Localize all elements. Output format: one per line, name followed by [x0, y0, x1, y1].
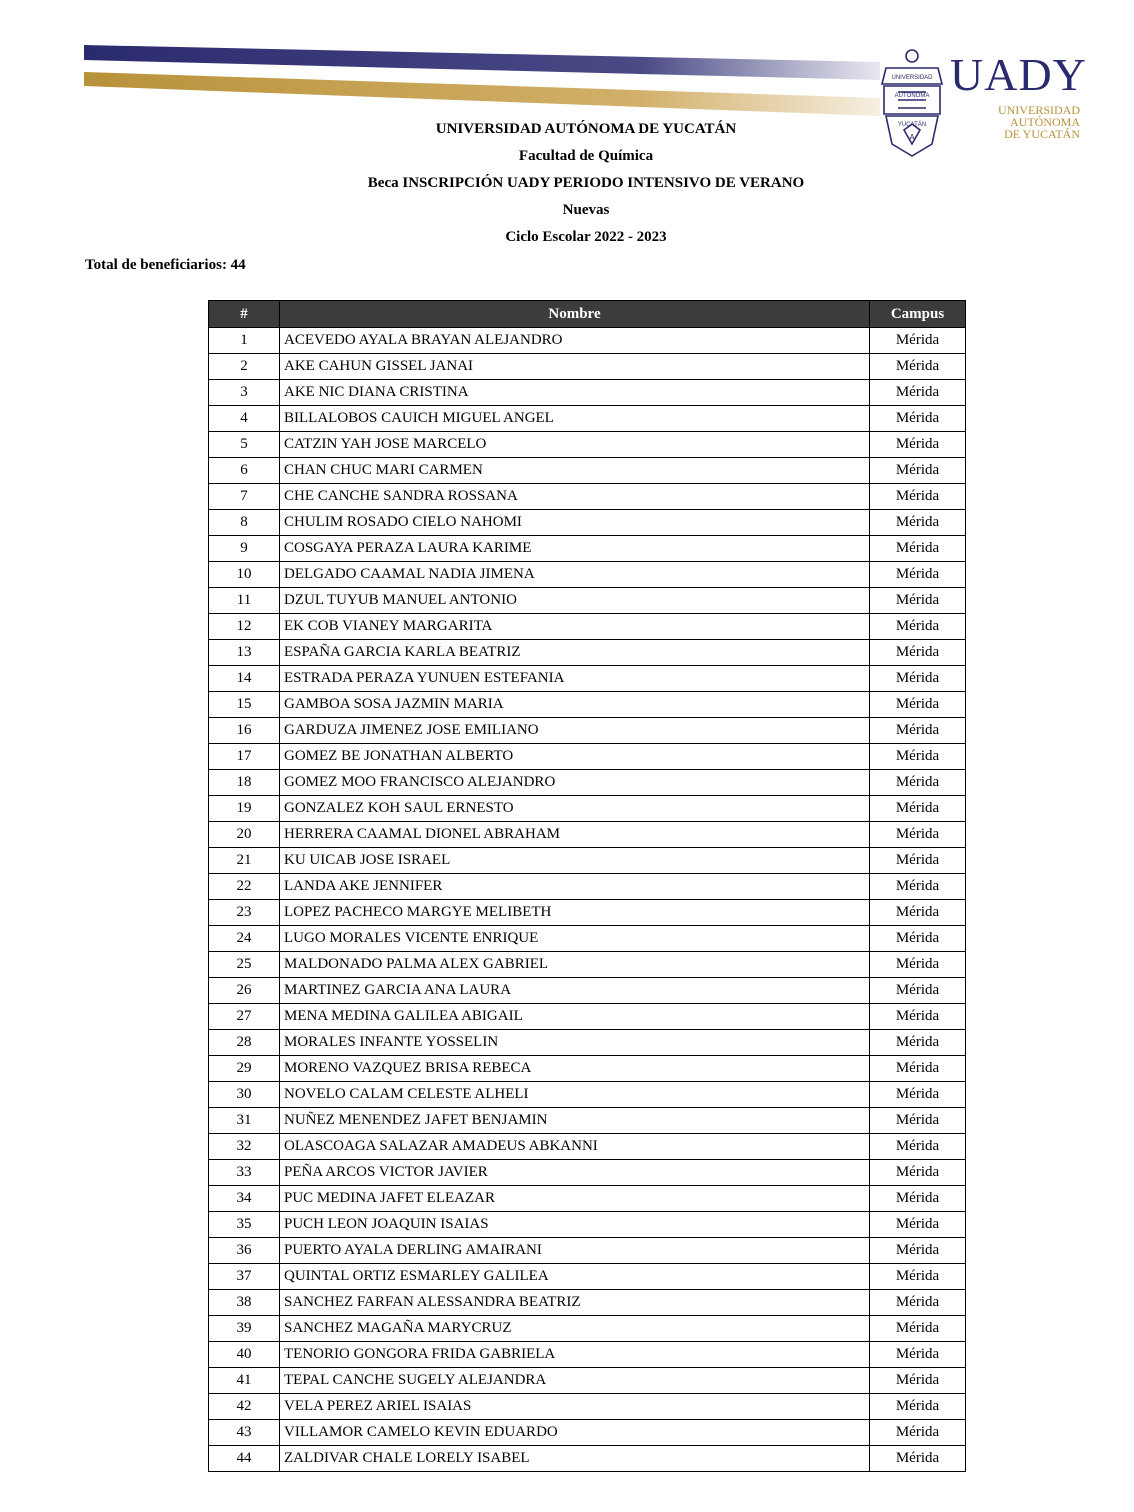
campus-name: Mérida — [870, 1420, 966, 1446]
row-number: 36 — [209, 1238, 280, 1264]
campus-name: Mérida — [870, 1446, 966, 1472]
campus-name: Mérida — [870, 718, 966, 744]
table-row — [209, 666, 966, 692]
row-number: 12 — [209, 614, 280, 640]
row-number: 44 — [209, 1446, 280, 1472]
campus-name: Mérida — [870, 822, 966, 848]
beneficiary-name: ACEVEDO AYALA BRAYAN ALEJANDRO — [280, 328, 870, 354]
campus-name: Mérida — [870, 588, 966, 614]
campus-name: Mérida — [870, 796, 966, 822]
table-row — [209, 1368, 966, 1394]
beneficiary-name: OLASCOAGA SALAZAR AMADEUS ABKANNI — [280, 1134, 870, 1160]
campus-name: Mérida — [870, 1030, 966, 1056]
seal-text-1: UNIVERSIDAD — [891, 75, 933, 81]
row-number: 31 — [209, 1108, 280, 1134]
beneficiary-name: DZUL TUYUB MANUEL ANTONIO — [280, 588, 870, 614]
beneficiary-name: VELA PEREZ ARIEL ISAIAS — [280, 1394, 870, 1420]
row-number: 2 — [209, 354, 280, 380]
table-row — [209, 562, 966, 588]
table-row — [209, 1420, 966, 1446]
row-number: 42 — [209, 1394, 280, 1420]
beneficiary-name: MORALES INFANTE YOSSELIN — [280, 1030, 870, 1056]
beneficiary-name: SANCHEZ FARFAN ALESSANDRA BEATRIZ — [280, 1290, 870, 1316]
table-row — [209, 1004, 966, 1030]
campus-name: Mérida — [870, 328, 966, 354]
table-row — [209, 796, 966, 822]
row-number: 14 — [209, 666, 280, 692]
row-number: 20 — [209, 822, 280, 848]
campus-name: Mérida — [870, 1134, 966, 1160]
campus-name: Mérida — [870, 874, 966, 900]
table-row — [209, 1342, 966, 1368]
gold-stripe — [84, 72, 880, 116]
row-number: 29 — [209, 1056, 280, 1082]
beneficiary-name: MALDONADO PALMA ALEX GABRIEL — [280, 952, 870, 978]
row-number: 38 — [209, 1290, 280, 1316]
row-number: 22 — [209, 874, 280, 900]
row-number: 16 — [209, 718, 280, 744]
faculty-name: Facultad de Química — [518, 148, 654, 164]
table-row — [209, 354, 966, 380]
scholarship-title: Beca INSCRIPCIÓN UADY PERIODO INTENSIVO DE VERANO — [367, 175, 805, 191]
table-row — [209, 978, 966, 1004]
table-row — [209, 718, 966, 744]
table-row — [209, 822, 966, 848]
beneficiary-name: AKE NIC DIANA CRISTINA — [280, 380, 870, 406]
beneficiary-name: ESTRADA PERAZA YUNUEN ESTEFANIA — [280, 666, 870, 692]
beneficiary-name: GARDUZA JIMENEZ JOSE EMILIANO — [280, 718, 870, 744]
beneficiary-name: AKE CAHUN GISSEL JANAI — [280, 354, 870, 380]
beneficiary-name: CHULIM ROSADO CIELO NAHOMI — [280, 510, 870, 536]
beneficiary-name: TENORIO GONGORA FRIDA GABRIELA — [280, 1342, 870, 1368]
beneficiary-name: ZALDIVAR CHALE LORELY ISABEL — [280, 1446, 870, 1472]
column-header-number: # — [209, 301, 280, 328]
campus-name: Mérida — [870, 1316, 966, 1342]
table-row — [209, 458, 966, 484]
row-number: 11 — [209, 588, 280, 614]
table-row — [209, 1264, 966, 1290]
table-row — [209, 1108, 966, 1134]
beneficiary-name: MENA MEDINA GALILEA ABIGAIL — [280, 1004, 870, 1030]
row-number: 8 — [209, 510, 280, 536]
table-row — [209, 952, 966, 978]
row-number: 39 — [209, 1316, 280, 1342]
table-row — [209, 744, 966, 770]
row-number: 32 — [209, 1134, 280, 1160]
row-number: 4 — [209, 406, 280, 432]
beneficiary-name: HERRERA CAAMAL DIONEL ABRAHAM — [280, 822, 870, 848]
row-number: 24 — [209, 926, 280, 952]
row-number: 10 — [209, 562, 280, 588]
campus-name: Mérida — [870, 926, 966, 952]
row-number: 5 — [209, 432, 280, 458]
row-number: 40 — [209, 1342, 280, 1368]
row-number: 35 — [209, 1212, 280, 1238]
table-row — [209, 1316, 966, 1342]
campus-name: Mérida — [870, 510, 966, 536]
row-number: 25 — [209, 952, 280, 978]
row-number: 23 — [209, 900, 280, 926]
campus-name: Mérida — [870, 406, 966, 432]
table-row — [209, 328, 966, 354]
campus-name: Mérida — [870, 692, 966, 718]
seal-text-3: YUCATÁN — [897, 122, 927, 128]
beneficiary-name: GONZALEZ KOH SAUL ERNESTO — [280, 796, 870, 822]
row-number: 37 — [209, 1264, 280, 1290]
table-row — [209, 770, 966, 796]
beneficiary-name: LOPEZ PACHECO MARGYE MELIBETH — [280, 900, 870, 926]
campus-name: Mérida — [870, 1368, 966, 1394]
table-row — [209, 848, 966, 874]
campus-name: Mérida — [870, 484, 966, 510]
row-number: 9 — [209, 536, 280, 562]
row-number: 30 — [209, 1082, 280, 1108]
campus-name: Mérida — [870, 640, 966, 666]
campus-name: Mérida — [870, 458, 966, 484]
row-number: 27 — [209, 1004, 280, 1030]
beneficiary-name: LUGO MORALES VICENTE ENRIQUE — [280, 926, 870, 952]
row-number: 41 — [209, 1368, 280, 1394]
campus-name: Mérida — [870, 354, 966, 380]
logo-sub-line-3: DE YUCATÁN — [1004, 127, 1080, 141]
school-cycle: Ciclo Escolar 2022 - 2023 — [505, 229, 667, 245]
row-number: 3 — [209, 380, 280, 406]
beneficiary-name: CATZIN YAH JOSE MARCELO — [280, 432, 870, 458]
table-row — [209, 406, 966, 432]
campus-name: Mérida — [870, 744, 966, 770]
table-row — [209, 588, 966, 614]
scholarship-type: Nuevas — [562, 202, 610, 218]
beneficiary-name: CHAN CHUC MARI CARMEN — [280, 458, 870, 484]
university-name: UNIVERSIDAD AUTÓNOMA DE YUCATÁN — [435, 121, 737, 137]
campus-name: Mérida — [870, 952, 966, 978]
beneficiary-name: QUINTAL ORTIZ ESMARLEY GALILEA — [280, 1264, 870, 1290]
table-row — [209, 1394, 966, 1420]
column-header-campus: Campus — [870, 301, 966, 328]
beneficiary-name: GAMBOA SOSA JAZMIN MARIA — [280, 692, 870, 718]
campus-name: Mérida — [870, 1264, 966, 1290]
beneficiary-name: DELGADO CAAMAL NADIA JIMENA — [280, 562, 870, 588]
seal-text-2: AUTÓNOMA — [894, 93, 930, 99]
beneficiary-name: PUCH LEON JOAQUIN ISAIAS — [280, 1212, 870, 1238]
campus-name: Mérida — [870, 848, 966, 874]
table-row — [209, 1082, 966, 1108]
campus-name: Mérida — [870, 380, 966, 406]
row-number: 17 — [209, 744, 280, 770]
campus-name: Mérida — [870, 1160, 966, 1186]
campus-name: Mérida — [870, 1082, 966, 1108]
beneficiary-name: PUERTO AYALA DERLING AMAIRANI — [280, 1238, 870, 1264]
campus-name: Mérida — [870, 1394, 966, 1420]
beneficiaries-table — [208, 300, 966, 1472]
beneficiary-name: COSGAYA PERAZA LAURA KARIME — [280, 536, 870, 562]
table-row — [209, 640, 966, 666]
table-row — [209, 874, 966, 900]
beneficiary-name: PUC MEDINA JAFET ELEAZAR — [280, 1186, 870, 1212]
row-number: 6 — [209, 458, 280, 484]
row-number: 15 — [209, 692, 280, 718]
campus-name: Mérida — [870, 1056, 966, 1082]
row-number: 21 — [209, 848, 280, 874]
row-number: 43 — [209, 1420, 280, 1446]
campus-name: Mérida — [870, 978, 966, 1004]
campus-name: Mérida — [870, 770, 966, 796]
column-header-name: Nombre — [280, 301, 870, 328]
table-body — [209, 328, 966, 1472]
table-row — [209, 692, 966, 718]
beneficiary-name: NUÑEZ MENENDEZ JAFET BENJAMIN — [280, 1108, 870, 1134]
campus-name: Mérida — [870, 1212, 966, 1238]
beneficiary-name: PEÑA ARCOS VICTOR JAVIER — [280, 1160, 870, 1186]
beneficiary-name: BILLALOBOS CAUICH MIGUEL ANGEL — [280, 406, 870, 432]
table-row — [209, 1160, 966, 1186]
table-row — [209, 926, 966, 952]
campus-name: Mérida — [870, 1108, 966, 1134]
beneficiary-name: MARTINEZ GARCIA ANA LAURA — [280, 978, 870, 1004]
campus-name: Mérida — [870, 1290, 966, 1316]
row-number: 13 — [209, 640, 280, 666]
table-row — [209, 614, 966, 640]
total-beneficiaries: Total de beneficiarios: 44 — [85, 257, 246, 273]
beneficiary-name: CHE CANCHE SANDRA ROSSANA — [280, 484, 870, 510]
campus-name: Mérida — [870, 666, 966, 692]
campus-name: Mérida — [870, 1342, 966, 1368]
beneficiary-name: NOVELO CALAM CELESTE ALHELI — [280, 1082, 870, 1108]
logo-sub-line-1: UNIVERSIDAD — [998, 103, 1080, 117]
table-row — [209, 1212, 966, 1238]
beneficiary-name: LANDA AKE JENNIFER — [280, 874, 870, 900]
row-number: 26 — [209, 978, 280, 1004]
table-row — [209, 1056, 966, 1082]
seal-text-4: A — [909, 133, 915, 142]
campus-name: Mérida — [870, 1238, 966, 1264]
campus-name: Mérida — [870, 1186, 966, 1212]
campus-name: Mérida — [870, 900, 966, 926]
beneficiary-name: TEPAL CANCHE SUGELY ALEJANDRA — [280, 1368, 870, 1394]
row-number: 34 — [209, 1186, 280, 1212]
table-row — [209, 1186, 966, 1212]
navy-stripe — [84, 45, 880, 80]
beneficiary-name: GOMEZ MOO FRANCISCO ALEJANDRO — [280, 770, 870, 796]
row-number: 33 — [209, 1160, 280, 1186]
beneficiary-name: VILLAMOR CAMELO KEVIN EDUARDO — [280, 1420, 870, 1446]
row-number: 7 — [209, 484, 280, 510]
logo-sub-line-2: AUTÓNOMA — [1010, 115, 1080, 129]
campus-name: Mérida — [870, 536, 966, 562]
campus-name: Mérida — [870, 432, 966, 458]
table-header-row — [209, 301, 966, 328]
beneficiary-name: MORENO VAZQUEZ BRISA REBECA — [280, 1056, 870, 1082]
table-row — [209, 432, 966, 458]
campus-name: Mérida — [870, 1004, 966, 1030]
campus-name: Mérida — [870, 562, 966, 588]
table-row — [209, 484, 966, 510]
table-row — [209, 1446, 966, 1472]
table-row — [209, 1030, 966, 1056]
beneficiary-name: KU UICAB JOSE ISRAEL — [280, 848, 870, 874]
table-row — [209, 1238, 966, 1264]
logo-wordmark: UADY — [950, 49, 1087, 100]
row-number: 28 — [209, 1030, 280, 1056]
table-row — [209, 900, 966, 926]
beneficiary-name: ESPAÑA GARCIA KARLA BEATRIZ — [280, 640, 870, 666]
beneficiary-name: GOMEZ BE JONATHAN ALBERTO — [280, 744, 870, 770]
row-number: 19 — [209, 796, 280, 822]
table-row — [209, 380, 966, 406]
row-number: 1 — [209, 328, 280, 354]
row-number: 18 — [209, 770, 280, 796]
table-row — [209, 536, 966, 562]
beneficiary-name: SANCHEZ MAGAÑA MARYCRUZ — [280, 1316, 870, 1342]
table-row — [209, 1134, 966, 1160]
campus-name: Mérida — [870, 614, 966, 640]
table-row — [209, 510, 966, 536]
beneficiary-name: EK COB VIANEY MARGARITA — [280, 614, 870, 640]
table-row — [209, 1290, 966, 1316]
document-heading — [0, 115, 1134, 253]
